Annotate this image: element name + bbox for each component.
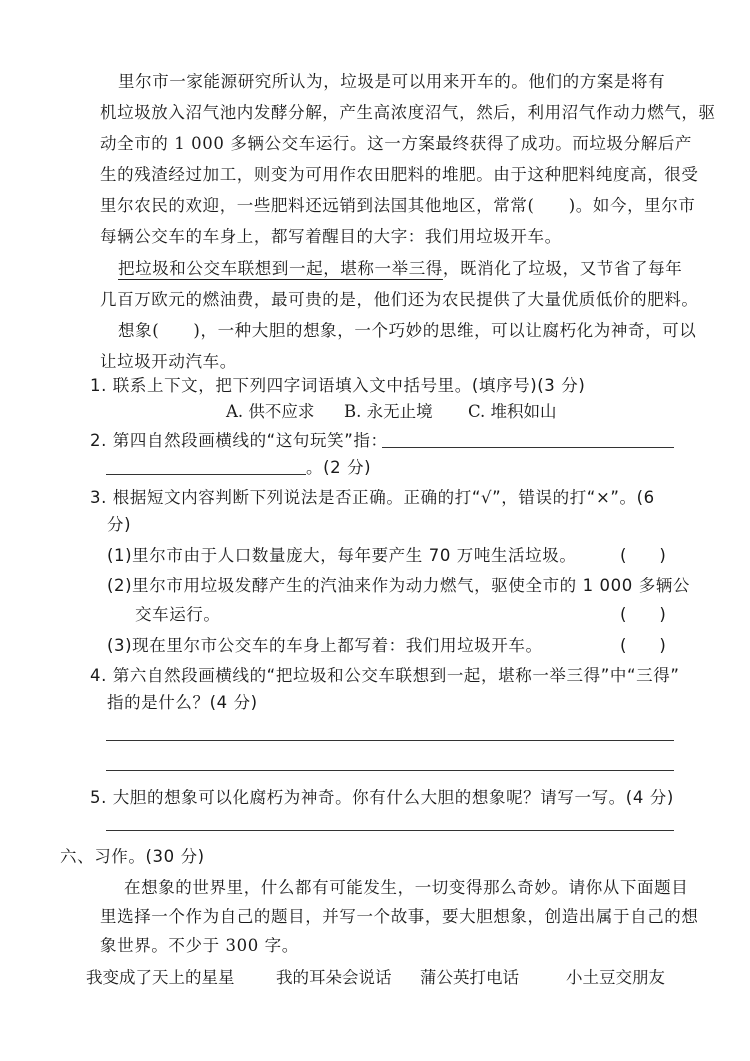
essay-title-1: 我变成了天上的星星 — [86, 968, 235, 987]
judgment-item-1: (1)里尔市由于人口数量庞大，每年要产生 70 万吨生活垃圾。 — [107, 546, 577, 565]
option-a: A. 供不应求 — [226, 402, 315, 421]
passage-line: 想象( )，一种大胆的想象，一个巧妙的思维，可以让腐朽化为神奇，可以 — [118, 321, 697, 340]
judgment-item-3: (3)现在里尔市公交车的车身上都写着：我们用垃圾开车。 — [107, 636, 543, 655]
passage-line: 几百万欧元的燃油费，最可贵的是，他们还为农民提供了大量优质低价的肥料。 — [100, 290, 699, 309]
judgment-paren[interactable]: ( ) — [620, 605, 666, 624]
section-6-text: 在想象的世界里，什么都有可能发生，一切变得那么奇妙。请你从下面题目 — [124, 878, 689, 897]
answer-line[interactable] — [106, 740, 674, 741]
essay-title-3: 蒲公英打电话 — [420, 968, 519, 987]
underlined-sentence: 把垃圾和公交车联想到一起，堪称一举三得 — [118, 259, 443, 278]
question-4-cont: 指的是什么？(4 分) — [107, 693, 258, 712]
question-3: 3. 根据短文内容判断下列说法是否正确。正确的打“√”，错误的打“×”。(6 — [90, 488, 655, 507]
passage-text: ，既消化了垃圾，又节省了每年 — [442, 259, 683, 278]
answer-line[interactable] — [106, 830, 674, 831]
essay-title-2: 我的耳朵会说话 — [276, 968, 392, 987]
passage-line-p6 — [118, 257, 682, 281]
question-2-tail: 。(2 分) — [306, 458, 372, 477]
question-3-cont: 分) — [107, 515, 132, 534]
passage-line: 里尔市一家能源研究所认为，垃圾是可以用来开车的。他们的方案是将有 — [118, 72, 666, 91]
answer-line[interactable] — [106, 770, 674, 771]
answer-line[interactable] — [382, 447, 674, 448]
answer-line[interactable] — [106, 474, 306, 475]
passage-line: 让垃圾开动汽车。 — [100, 352, 237, 371]
section-6-text: 里选择一个作为自己的题目，并写一个故事，要大胆想象，创造出属于自己的想 — [100, 907, 699, 926]
passage-line: 生的残渣经过加工，则变为可用作农田肥料的堆肥。由于这种肥料纯度高，很受 — [100, 165, 699, 184]
section-6-heading: 六、习作。(30 分) — [60, 847, 205, 866]
question-2: 2. 第四自然段画横线的“这句玩笑”指： — [90, 431, 388, 450]
judgment-paren[interactable]: ( ) — [620, 546, 666, 565]
question-4: 4. 第六自然段画横线的“把垃圾和公交车联想到一起，堪称一举三得”中“三得” — [90, 666, 680, 685]
question-5: 5. 大胆的想象可以化腐朽为神奇。你有什么大胆的想象呢？请写一写。(4 分) — [90, 788, 674, 807]
passage-line: 每辆公交车的车身上，都写着醒目的大字：我们用垃圾开车。 — [100, 227, 562, 246]
section-6-text: 象世界。不少于 300 字。 — [100, 936, 299, 955]
judgment-paren[interactable]: ( ) — [620, 636, 666, 655]
passage-line: 里尔农民的欢迎，一些肥料还远销到法国其他地区，常常( )。如今，里尔市 — [100, 196, 696, 215]
question-1: 1. 联系上下文，把下列四字词语填入文中括号里。(填序号)(3 分) — [90, 376, 586, 395]
option-c: C. 堆积如山 — [468, 402, 557, 421]
judgment-item-2: (2)里尔市用垃圾发酵产生的汽油来作为动力燃气，驱使全市的 1 000 多辆公 — [107, 576, 690, 595]
option-b: B. 永无止境 — [344, 402, 433, 421]
passage-line: 动全市的 1 000 多辆公交车运行。这一方案最终获得了成功。而垃圾分解后产 — [100, 134, 693, 153]
essay-title-4: 小土豆交朋友 — [566, 968, 665, 987]
passage-line: 机垃圾放入沼气池内发酵分解，产生高浓度沼气，然后，利用沼气作动力燃气，驱 — [100, 103, 716, 122]
judgment-item-2-cont: 交车运行。 — [135, 605, 221, 624]
